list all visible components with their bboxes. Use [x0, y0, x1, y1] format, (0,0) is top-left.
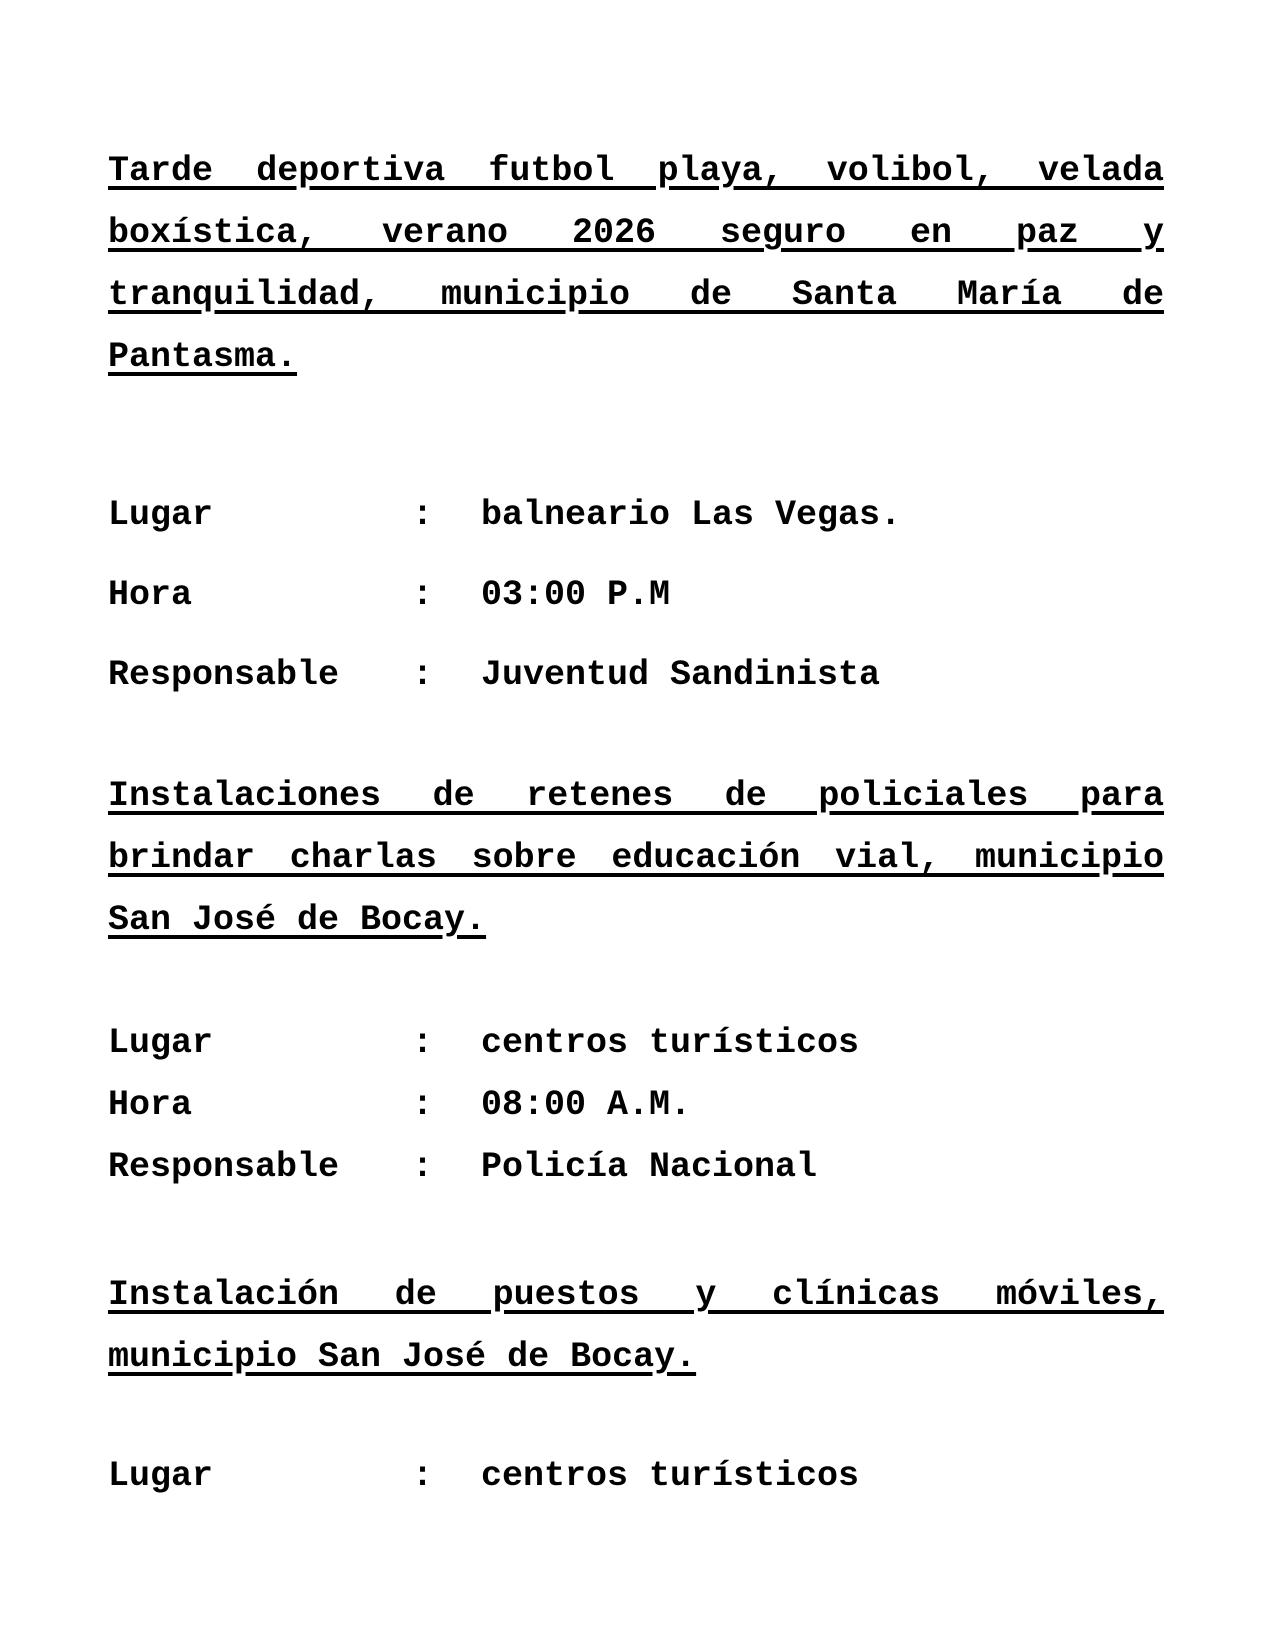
info-row-hora — [108, 555, 1164, 635]
info-row-lugar — [108, 1445, 1164, 1507]
title-line: tranquilidad, municipio de Santa María de — [108, 275, 1164, 315]
info-separator: : — [412, 495, 434, 535]
info-value: 08:00 A.M. — [481, 1085, 692, 1125]
info-value: 03:00 P.M — [481, 575, 671, 615]
info-separator: : — [412, 1456, 434, 1496]
info-value: balneario Las Vegas. — [481, 495, 902, 535]
info-label: Hora — [108, 575, 193, 615]
section-2-details — [108, 1012, 1164, 1198]
section-2-title — [108, 765, 1164, 951]
info-label: Hora — [108, 1085, 193, 1125]
title-line: Instalación de puestos y clínicas móviles, — [108, 1275, 1164, 1315]
info-label: Lugar — [108, 495, 214, 535]
info-value: Juventud Sandinista — [481, 655, 881, 695]
title-line: Pantasma. — [108, 337, 298, 377]
title-line: municipio San José de Bocay. — [108, 1337, 697, 1377]
info-separator: : — [412, 1147, 434, 1187]
title-line: brindar charlas sobre educación vial, municipio — [108, 838, 1164, 878]
section-3-details — [108, 1445, 1164, 1507]
info-label: Responsable — [108, 655, 340, 695]
title-line: boxística, verano 2026 seguro en paz y — [108, 213, 1164, 253]
info-row-responsable — [108, 1136, 1164, 1198]
info-row-hora — [108, 1074, 1164, 1136]
info-label: Responsable — [108, 1147, 340, 1187]
title-line: Tarde deportiva futbol playa, volibol, velada — [108, 151, 1164, 191]
info-separator: : — [412, 655, 434, 695]
info-separator: : — [412, 575, 434, 615]
info-row-lugar — [108, 475, 1164, 555]
info-separator: : — [412, 1085, 434, 1125]
info-value: centros turísticos — [481, 1456, 860, 1496]
section-1-title — [108, 140, 1164, 388]
info-row-lugar — [108, 1012, 1164, 1074]
section-1-details — [108, 475, 1164, 715]
info-value: Policía Nacional — [481, 1147, 818, 1187]
info-label: Lugar — [108, 1456, 214, 1496]
info-value: centros turísticos — [481, 1023, 860, 1063]
info-label: Lugar — [108, 1023, 214, 1063]
info-row-responsable — [108, 635, 1164, 715]
title-line: Instalaciones de retenes de policiales para — [108, 776, 1164, 816]
section-3-title — [108, 1264, 1164, 1388]
info-separator: : — [412, 1023, 434, 1063]
title-line: San José de Bocay. — [108, 900, 487, 940]
